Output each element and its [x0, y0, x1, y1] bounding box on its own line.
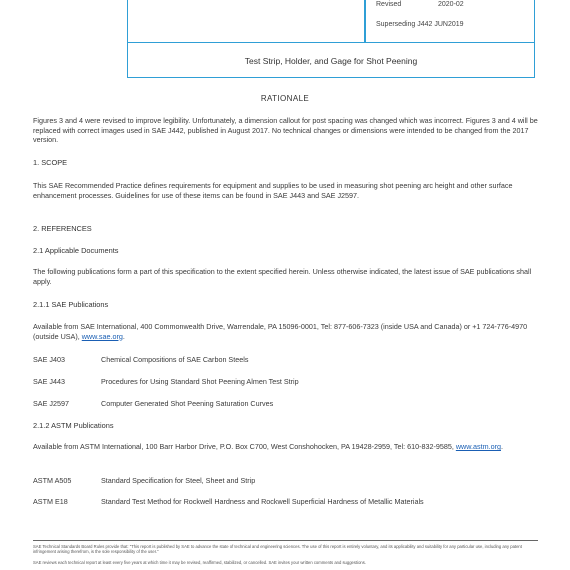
footer-disclaimer: SAE Technical Standards Board Rules provide that: "This report is published by SAE to advance the state of technical and engineering sciences. The use of this report is entirely voluntary, and its applicability and suitability for any particular use, including any patent infringement arising therefrom, is the sole responsibility of the user." [33, 544, 522, 555]
references-heading: 2. REFERENCES [33, 224, 92, 233]
reference-title: Standard Test Method for Rockwell Hardness and Rockwell Superficial Hardness of Metallic Materials [101, 497, 424, 506]
sae-availability-text: Available from SAE International, 400 Commonwealth Drive, Warrendale, PA 15096-0001, Tel: 877-606-7323 (inside USA and Canada) or +1 724-776-4970 (outside USA), [33, 322, 528, 341]
astm-website-link[interactable]: www.astm.org [455, 442, 501, 451]
reference-title: Standard Specification for Steel, Sheet and Strip [101, 476, 256, 485]
astm-availability-end: . [500, 442, 503, 451]
reference-code: ASTM A505 [33, 476, 72, 485]
sae-availability [33, 322, 538, 341]
header-top-row [128, 0, 534, 43]
header-divider [364, 0, 366, 43]
document-header [127, 0, 535, 78]
revised-label: Revised [376, 1, 402, 8]
applicable-documents-heading: 2.1 Applicable Documents [33, 246, 119, 255]
header-revision-info [368, 0, 533, 43]
reference-title: Procedures for Using Standard Shot Peening Almen Test Strip [101, 377, 299, 386]
reference-title: Chemical Compositions of SAE Carbon Steels [101, 355, 249, 364]
sae-publications-heading: 2.1.1 SAE Publications [33, 300, 109, 309]
reference-code: SAE J2597 [33, 399, 69, 408]
rationale-heading: RATIONALE [260, 94, 310, 103]
sae-website-link[interactable]: www.sae.org [81, 331, 123, 341]
rationale-body: Figures 3 and 4 were revised to improve legibility. Unfortunately, a dimension callout for post spacing was changed which was incorrect. Figures 3 and 4 will be replaced with correct images used in SAE J442, published in August 2017. No technical changes or dimensions were intended to be changed from the 2017 version. [33, 116, 538, 144]
reference-code: ASTM E18 [33, 497, 68, 506]
superseding-note: Superseding J442 JUN2019 [376, 21, 464, 28]
document-title: Test Strip, Holder, and Gage for Shot Peening [244, 56, 418, 66]
reference-code: SAE J403 [33, 355, 65, 364]
revised-date: 2020-02 [438, 1, 464, 8]
astm-availability-text: Available from ASTM International, 100 Barr Harbor Drive, P.O. Box C700, West Conshohocken, PA 19428-2959, Tel: 610-832-9585, [33, 442, 456, 451]
footer-review-note: SAE reviews each technical report at least every five years at which time it may be revised, reaffirmed, stabilized, or cancelled. SAE invites your written comments and suggestions. [33, 560, 366, 565]
astm-availability [33, 442, 538, 452]
sae-availability-end: . [122, 331, 125, 341]
astm-publications-heading: 2.1.2 ASTM Publications [33, 421, 114, 430]
reference-code: SAE J443 [33, 377, 65, 386]
applicable-documents-body: The following publications form a part of this specification to the extent specified herein. Unless otherwise indicated, the latest issue of SAE publications shall apply. [33, 267, 532, 286]
reference-title: Computer Generated Shot Peening Saturation Curves [101, 399, 274, 408]
footer-divider [33, 540, 538, 541]
scope-body: This SAE Recommended Practice defines requirements for equipment and supplies to be used in measuring shot peening arc height and other surface enhancement processes. Guidelines for use of these items can be found in SAE J443 and SAE J2597. [33, 181, 513, 200]
scope-heading: 1. SCOPE [33, 158, 68, 167]
